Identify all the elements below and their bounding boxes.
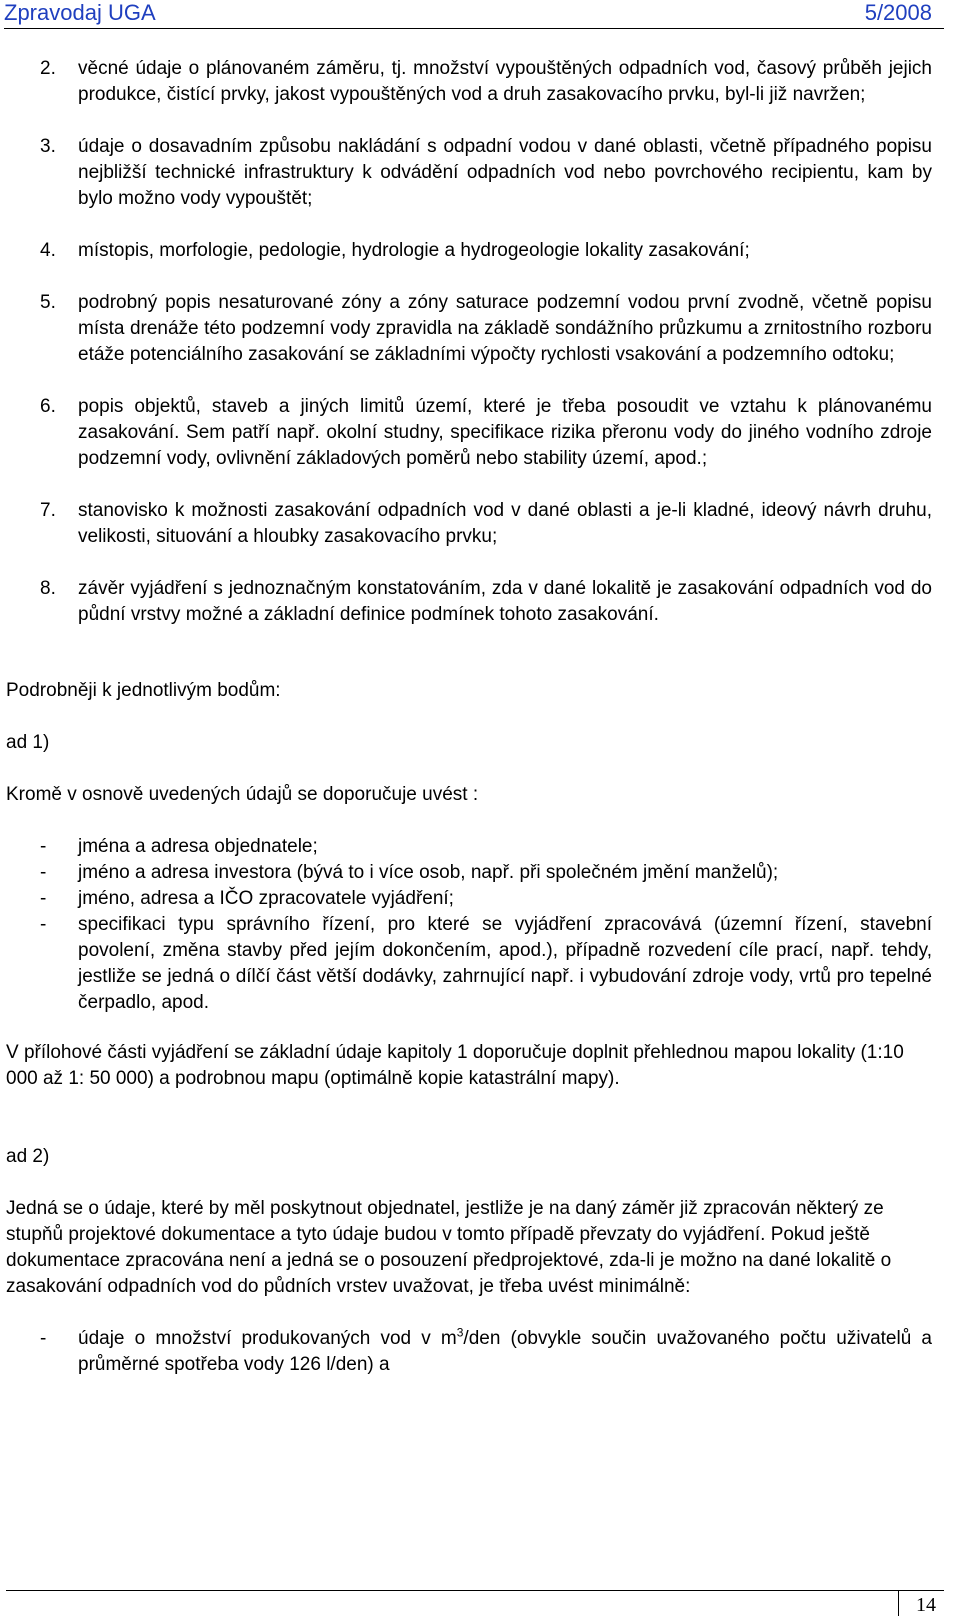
list-item-5 [6,290,932,368]
list-item-number: 4. [40,240,56,261]
dash-item [6,860,932,886]
ad1-intro: Kromě v osnově uvedených údajů se doporučuje uvést : [6,784,479,805]
list-item-number: 8. [40,578,56,599]
dash-text: specifikaci typu správního řízení, pro které se vyjádření zpracovává (územní řízení, stavební povolení, změna stavby před jejím dokončením, apod.), případně rozvedení cíle prací, např. tehdy, jestliže se jedná o dílčí část větší dodávky, zahrnující např. i vybudování zdroje vody, vrtů pro tepelné čerpadlo, apod. [78,914,932,1013]
dash-item [6,886,932,912]
list-item-text: místopis, morfologie, pedologie, hydrologie a hydrogeologie lokality zasakování; [78,240,750,261]
page-content [6,56,932,1378]
page-header [4,0,944,29]
list-item-number: 5. [40,292,56,313]
ad2-text: Jedná se o údaje, které by měl poskytnout objednatel, jestliže je na daný záměr již zpracován některý ze stupňů projektové dokumentace a tyto údaje budou v tomto případě převzaty do vyjádření. Pokud ještě dokumentace zpracována není a jedná se o posouzení předprojektové, zda-li je možno na dané lokalitě o zasakování odpadních vod do půdních vrstev uvažovat, je třeba uvést minimálně: [6,1198,892,1297]
list-item-text: popis objektů, staveb a jiných limitů území, které je třeba posoudit ve vztahu k plánovanému zasakování. Sem patří např. okolní studny, specifikace rizika přeronu vody do jiného vodního zdroje podzemní vody, ovlivnění základových poměrů nebo stability území, apod.; [78,396,932,469]
list-item-8 [6,576,932,628]
ad1-closing: V přílohové části vyjádření se základní údaje kapitoly 1 doporučuje doplnit přehlednou mapou lokality (1:10 000 až 1: 50 000) a podrobnou mapu (optimálně kopie katastrální mapy). [6,1042,904,1089]
dash-item [6,912,932,1016]
dash-marker: - [40,1328,47,1349]
list-item-number: 2. [40,58,56,79]
dash-text-after: /den (obvykle součin uvažovaného počtu uživatelů a průměrné spotřeba vody 126 l/den) a [78,1328,932,1375]
list-item-text: závěr vyjádření s jednoznačným konstatováním, zda v dané lokalitě je zasakování odpadních vod do půdní vrstvy možné a základní definice podmínek tohoto zasakování. [78,578,932,625]
list-item-number: 3. [40,136,56,157]
dash-marker: - [40,862,47,883]
footer-vertical-divider [898,1590,899,1616]
dash-marker: - [40,836,47,857]
dash-text-before: údaje o množství produkovaných vod v m [78,1328,457,1349]
list-item-text: stanovisko k možnosti zasakování odpadních vod v dané oblasti a je-li kladné, ideový návrh druhu, velikosti, situování a hloubky zasakovacího prvku; [78,500,932,547]
list-item-7 [6,498,932,550]
ad1-dash-list [6,834,932,1016]
list-item-text: věcné údaje o plánovaném záměru, tj. množství vypouštěných odpadních vod, časový průběh jejich produkce, čistící prvky, jakost vypouštěných vod a druh zasakovacího prvku, byl-li již navržen; [78,58,932,105]
footer-divider [6,1590,944,1591]
list-item-number: 7. [40,500,56,521]
dash-text: jména a adresa objednatele; [78,836,318,857]
dash-marker: - [40,888,47,909]
list-item-text: údaje o dosavadním způsobu nakládání s odpadní vodou v dané oblasti, včetně případného popisu nejbližší technické infrastruktury k odvádění odpadních vod nebo povrchového recipientu, kam by bylo možno vody vypouštět; [78,136,932,209]
dash-text: jméno, adresa a IČO zpracovatele vyjádření; [78,888,454,909]
list-item-6 [6,394,932,472]
ad2-label: ad 2) [6,1146,50,1167]
dash-marker: - [40,914,47,935]
ad1-label: ad 1) [6,732,50,753]
dash-text: jméno a adresa investora (bývá to i více osob, např. při společném jmění manželů); [78,862,779,883]
journal-title: Zpravodaj UGA [4,0,156,25]
detail-heading: Podrobněji k jednotlivým bodům: [6,680,281,701]
dash-item [6,834,932,860]
issue-number: 5/2008 [864,0,932,25]
ad2-dash-item [6,1326,932,1378]
page-number: 14 [916,1594,936,1616]
list-item-number: 6. [40,396,56,417]
list-item-text: podrobný popis nesaturované zóny a zóny saturace podzemní vodou první zvodně, včetně popisu místa drenáže této podzemní vody zpravidla na základě sondážního průzkumu a zrnitostního rozboru etáže potenciálního zasakování se základními výpočty rychlosti vsakování a podzemního odtoku; [78,292,932,365]
superscript-3: 3 [456,1325,464,1340]
list-item-2 [6,56,932,108]
list-item-4 [6,238,932,264]
list-item-3 [6,134,932,212]
dash-text [78,1326,932,1378]
